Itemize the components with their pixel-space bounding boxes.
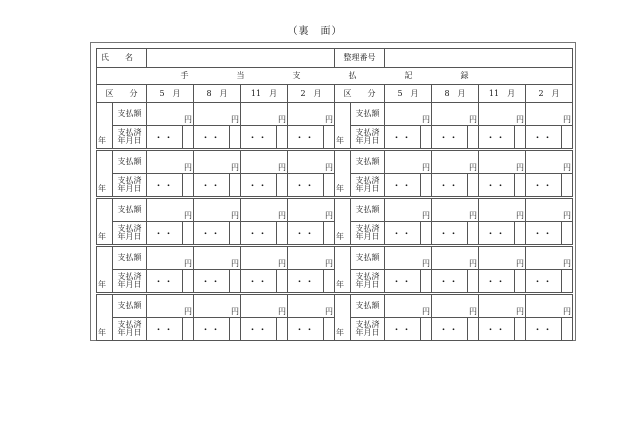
amount-field[interactable]: 円	[385, 295, 432, 318]
paid-date-field[interactable]: ・・	[147, 318, 183, 341]
paid-date-label	[351, 174, 385, 197]
year-cell[interactable]: 年	[97, 247, 113, 293]
paid-date-field[interactable]: ・・	[194, 126, 230, 149]
amount-field[interactable]: 円	[288, 151, 335, 174]
amount-field[interactable]: 円	[385, 151, 432, 174]
paid-date-field[interactable]: ・・	[526, 126, 562, 149]
paid-date-label-line2: 年月日	[117, 232, 142, 241]
year-cell[interactable]: 年	[97, 295, 113, 341]
amount-field[interactable]: 円	[194, 295, 241, 318]
paid-date-extra-cell[interactable]	[468, 318, 479, 341]
paid-date-field[interactable]: ・・	[194, 174, 230, 197]
paid-date-extra-cell[interactable]	[324, 126, 335, 149]
paid-date-extra-cell[interactable]	[421, 318, 432, 341]
paid-date-label-line1: 支払済	[355, 272, 380, 281]
year-cell[interactable]: 年	[97, 151, 113, 197]
year-cell[interactable]: 年	[335, 247, 351, 293]
paid-date-extra-cell[interactable]	[421, 222, 432, 245]
amount-field[interactable]: 円	[385, 247, 432, 270]
paid-date-field[interactable]: ・・	[147, 222, 183, 245]
management-number-field[interactable]	[385, 49, 573, 68]
amount-label: 支払額	[351, 199, 385, 222]
paid-date-label	[113, 222, 147, 245]
paid-date-extra-cell[interactable]	[324, 222, 335, 245]
paid-date-field[interactable]: ・・	[385, 222, 421, 245]
amount-field[interactable]: 円	[526, 247, 573, 270]
amount-field[interactable]: 円	[147, 295, 194, 318]
category-label: 区 分	[335, 85, 385, 103]
paid-date-extra-cell[interactable]	[277, 222, 288, 245]
page-heading: （裏 面）	[287, 26, 343, 37]
amount-field[interactable]: 円	[432, 103, 479, 126]
amount-field[interactable]: 円	[194, 103, 241, 126]
paid-date-label	[351, 270, 385, 293]
paid-date-field[interactable]: ・・	[385, 270, 421, 293]
paid-date-label-line1: 支払済	[117, 320, 142, 329]
amount-field[interactable]: 円	[288, 199, 335, 222]
paid-date-extra-cell[interactable]	[468, 270, 479, 293]
name-field[interactable]	[147, 49, 335, 68]
paid-date-field[interactable]: ・・	[288, 270, 324, 293]
amount-label: 支払額	[113, 199, 147, 222]
paid-date-extra-cell[interactable]	[183, 270, 194, 293]
paid-date-label	[351, 318, 385, 341]
paid-date-field[interactable]: ・・	[241, 270, 277, 293]
amount-field[interactable]: 円	[479, 151, 526, 174]
amount-label: 支払額	[113, 247, 147, 270]
paid-date-extra-cell[interactable]	[421, 126, 432, 149]
paid-date-label-line2: 年月日	[355, 136, 380, 145]
paid-date-field[interactable]: ・・	[432, 174, 468, 197]
paid-date-extra-cell[interactable]	[515, 222, 526, 245]
management-number-label: 整理番号	[335, 49, 385, 68]
paid-date-field[interactable]: ・・	[147, 270, 183, 293]
paid-date-label-line1: 支払済	[355, 320, 380, 329]
paid-date-field[interactable]: ・・	[432, 126, 468, 149]
paid-date-field[interactable]: ・・	[385, 318, 421, 341]
amount-label: 支払額	[113, 295, 147, 318]
amount-label: 支払額	[351, 295, 385, 318]
paid-date-extra-cell[interactable]	[324, 270, 335, 293]
paid-date-label-line1: 支払済	[117, 176, 142, 185]
paid-date-label-line1: 支払済	[117, 272, 142, 281]
name-label: 氏 名	[97, 49, 147, 68]
amount-field[interactable]: 円	[194, 247, 241, 270]
amount-field[interactable]: 円	[526, 295, 573, 318]
paid-date-field[interactable]: ・・	[526, 318, 562, 341]
month-header: 2 月	[526, 85, 573, 103]
paid-date-label-line2: 年月日	[117, 328, 142, 337]
paid-date-field[interactable]: ・・	[194, 270, 230, 293]
paid-date-extra-cell[interactable]	[515, 126, 526, 149]
month-header: 11 月	[241, 85, 288, 103]
paid-date-field[interactable]: ・・	[288, 126, 324, 149]
amount-field[interactable]: 円	[147, 247, 194, 270]
amount-field[interactable]: 円	[147, 199, 194, 222]
paid-date-extra-cell[interactable]	[324, 318, 335, 341]
paid-date-extra-cell[interactable]	[277, 270, 288, 293]
paid-date-label-line1: 支払済	[355, 128, 380, 137]
paid-date-extra-cell[interactable]	[562, 318, 573, 341]
payment-record-table	[96, 48, 573, 341]
paid-date-extra-cell[interactable]	[277, 174, 288, 197]
month-header: 8 月	[432, 85, 479, 103]
paid-date-label	[113, 174, 147, 197]
paid-date-label	[351, 222, 385, 245]
paid-date-label-line2: 年月日	[355, 328, 380, 337]
paid-date-label-line2: 年月日	[355, 280, 380, 289]
paid-date-field[interactable]: ・・	[385, 174, 421, 197]
amount-field[interactable]: 円	[385, 199, 432, 222]
paid-date-field[interactable]: ・・	[241, 126, 277, 149]
year-cell[interactable]: 年	[335, 295, 351, 341]
paid-date-extra-cell[interactable]	[515, 318, 526, 341]
paid-date-field[interactable]: ・・	[526, 222, 562, 245]
paid-date-field[interactable]: ・・	[241, 318, 277, 341]
year-cell[interactable]: 年	[97, 199, 113, 245]
year-cell[interactable]: 年	[335, 151, 351, 197]
amount-field[interactable]: 円	[479, 295, 526, 318]
paid-date-field[interactable]: ・・	[479, 174, 515, 197]
amount-field[interactable]: 円	[288, 295, 335, 318]
paid-date-label	[113, 318, 147, 341]
paid-date-extra-cell[interactable]	[277, 318, 288, 341]
paid-date-field[interactable]: ・・	[479, 318, 515, 341]
paid-date-field[interactable]: ・・	[526, 174, 562, 197]
paid-date-field[interactable]: ・・	[479, 222, 515, 245]
paid-date-field[interactable]: ・・	[241, 222, 277, 245]
amount-field[interactable]: 円	[241, 247, 288, 270]
paid-date-label-line1: 支払済	[355, 224, 380, 233]
amount-label: 支払額	[113, 103, 147, 126]
paid-date-label-line1: 支払済	[355, 176, 380, 185]
paid-date-label-line2: 年月日	[117, 184, 142, 193]
amount-field[interactable]: 円	[479, 199, 526, 222]
paid-date-extra-cell[interactable]	[562, 270, 573, 293]
year-cell[interactable]: 年	[335, 199, 351, 245]
paid-date-field[interactable]: ・・	[479, 126, 515, 149]
paid-date-extra-cell[interactable]	[324, 174, 335, 197]
paid-date-field[interactable]: ・・	[432, 318, 468, 341]
paid-date-extra-cell[interactable]	[230, 174, 241, 197]
paid-date-field[interactable]: ・・	[288, 222, 324, 245]
paid-date-extra-cell[interactable]	[277, 126, 288, 149]
paid-date-label-line2: 年月日	[355, 184, 380, 193]
paid-date-extra-cell[interactable]	[421, 174, 432, 197]
paid-date-extra-cell[interactable]	[230, 222, 241, 245]
amount-field[interactable]: 円	[526, 103, 573, 126]
month-header: 11 月	[479, 85, 526, 103]
paid-date-field[interactable]: ・・	[288, 318, 324, 341]
paid-date-extra-cell[interactable]	[515, 174, 526, 197]
paid-date-extra-cell[interactable]	[183, 174, 194, 197]
paid-date-extra-cell[interactable]	[230, 270, 241, 293]
paid-date-label-line1: 支払済	[117, 128, 142, 137]
paid-date-field[interactable]: ・・	[385, 126, 421, 149]
paid-date-label-line2: 年月日	[355, 232, 380, 241]
paid-date-extra-cell[interactable]	[183, 318, 194, 341]
paid-date-extra-cell[interactable]	[515, 270, 526, 293]
month-header: 2 月	[288, 85, 335, 103]
month-header: 8 月	[194, 85, 241, 103]
paid-date-extra-cell[interactable]	[562, 174, 573, 197]
amount-field[interactable]: 円	[479, 103, 526, 126]
amount-field[interactable]: 円	[432, 151, 479, 174]
month-header: 5 月	[385, 85, 432, 103]
amount-field[interactable]: 円	[241, 295, 288, 318]
paid-date-label	[113, 126, 147, 149]
paid-date-field[interactable]: ・・	[194, 222, 230, 245]
paid-date-field[interactable]: ・・	[479, 270, 515, 293]
year-cell[interactable]: 年	[335, 103, 351, 149]
paid-date-field[interactable]: ・・	[432, 270, 468, 293]
amount-field[interactable]: 円	[194, 199, 241, 222]
paid-date-field[interactable]: ・・	[526, 270, 562, 293]
year-cell[interactable]: 年	[97, 103, 113, 149]
amount-field[interactable]: 円	[526, 151, 573, 174]
paid-date-field[interactable]: ・・	[288, 174, 324, 197]
paid-date-label	[351, 126, 385, 149]
paid-date-extra-cell[interactable]	[468, 174, 479, 197]
paid-date-field[interactable]: ・・	[194, 318, 230, 341]
amount-label: 支払額	[351, 151, 385, 174]
amount-field[interactable]: 円	[385, 103, 432, 126]
paid-date-label	[113, 270, 147, 293]
paid-date-field[interactable]: ・・	[147, 174, 183, 197]
paid-date-field[interactable]: ・・	[147, 126, 183, 149]
month-header: 5 月	[147, 85, 194, 103]
paid-date-extra-cell[interactable]	[562, 222, 573, 245]
category-label: 区 分	[97, 85, 147, 103]
amount-field[interactable]: 円	[432, 295, 479, 318]
paid-date-extra-cell[interactable]	[421, 270, 432, 293]
paid-date-label-line1: 支払済	[117, 224, 142, 233]
amount-field[interactable]: 円	[526, 199, 573, 222]
paid-date-extra-cell[interactable]	[468, 126, 479, 149]
amount-field[interactable]: 円	[288, 247, 335, 270]
amount-label: 支払額	[351, 103, 385, 126]
paid-date-extra-cell[interactable]	[230, 126, 241, 149]
paid-date-label-line2: 年月日	[117, 136, 142, 145]
amount-field[interactable]: 円	[147, 151, 194, 174]
amount-field[interactable]: 円	[432, 247, 479, 270]
paid-date-extra-cell[interactable]	[183, 126, 194, 149]
section-title: 手 当 支 払 記 録	[97, 68, 573, 85]
paid-date-extra-cell[interactable]	[562, 126, 573, 149]
amount-field[interactable]: 円	[147, 103, 194, 126]
amount-field[interactable]: 円	[194, 151, 241, 174]
amount-label: 支払額	[351, 247, 385, 270]
amount-field[interactable]: 円	[241, 199, 288, 222]
paid-date-label-line2: 年月日	[117, 280, 142, 289]
amount-field[interactable]: 円	[241, 151, 288, 174]
paid-date-field[interactable]: ・・	[241, 174, 277, 197]
paid-date-extra-cell[interactable]	[468, 222, 479, 245]
amount-field[interactable]: 円	[288, 103, 335, 126]
paid-date-field[interactable]: ・・	[432, 222, 468, 245]
amount-field[interactable]: 円	[432, 199, 479, 222]
paid-date-extra-cell[interactable]	[230, 318, 241, 341]
amount-label: 支払額	[113, 151, 147, 174]
amount-field[interactable]: 円	[479, 247, 526, 270]
paid-date-extra-cell[interactable]	[183, 222, 194, 245]
amount-field[interactable]: 円	[241, 103, 288, 126]
